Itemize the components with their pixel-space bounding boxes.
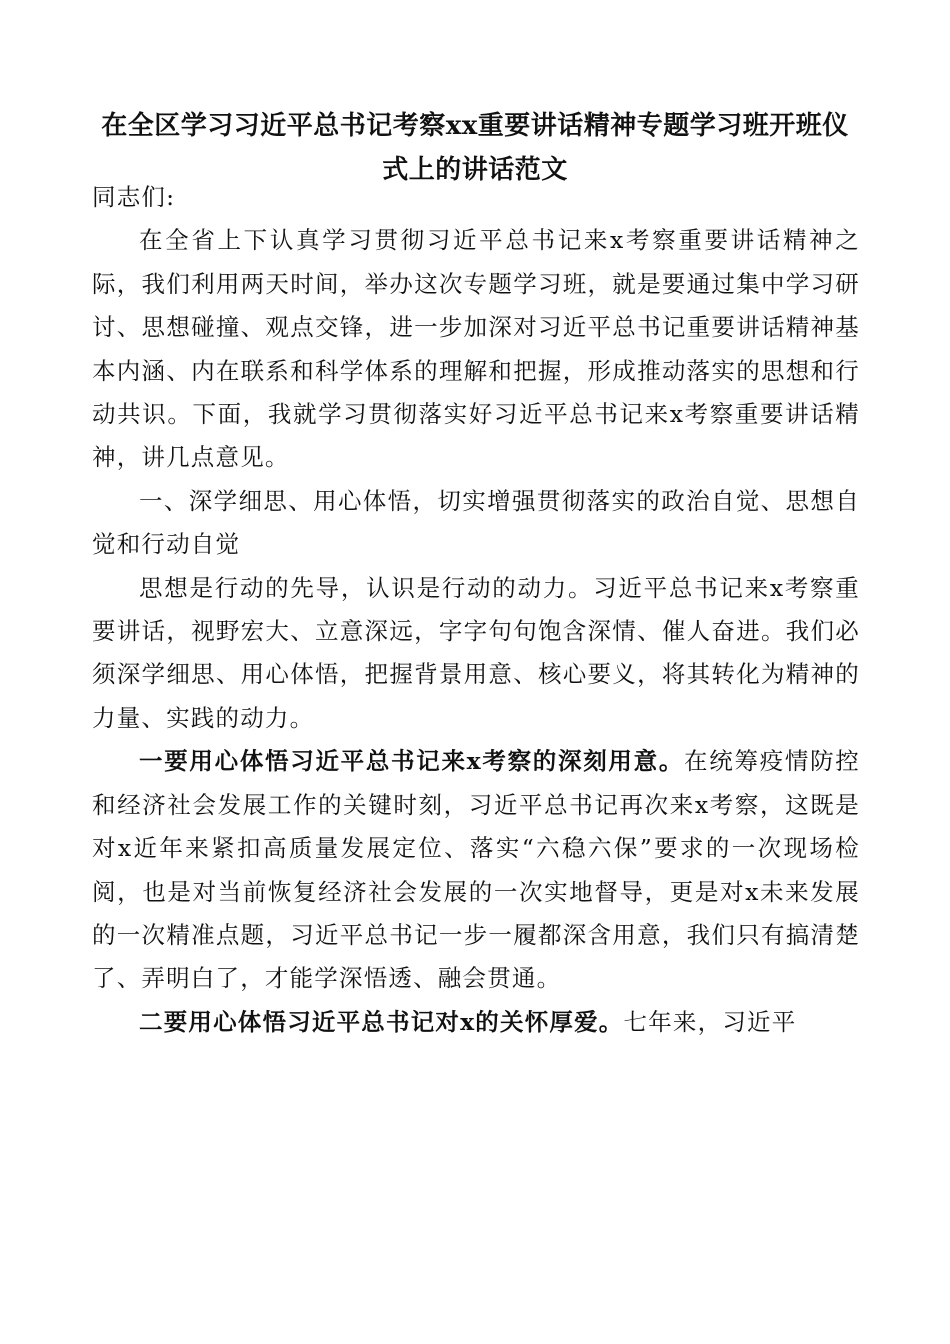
point-two-heading: 二要用心体悟习近平总书记对x的关怀厚爱。: [139, 1007, 624, 1036]
section-heading-one: 一、深学细思、用心体悟，切实增强贯彻落实的政治自觉、思想自觉和行动自觉: [92, 486, 860, 559]
paragraph-section-one: 思想是行动的先导，认识是行动的动力。习近平总书记来x考察重要讲话，视野宏大、立意深远，字字句句饱含深情、催人奋进。我们必须深学细思、用心体悟，把握背景用意、核心要义，将其转化为精神的力量、实践的动力。: [92, 573, 860, 732]
document-title: 在全区学习习近平总书记考察xx重要讲话精神专题学习班开班仪式上的讲话范文: [101, 111, 849, 185]
document-body: [92, 176, 860, 1044]
point-one-text: 在统筹疫情防控和经济社会发展工作的关键时刻，习近平总书记再次来x考察，这既是对x近年来紧扣高质量发展定位、落实“六稳六保”要求的一次现场检阅，也是对当前恢复经济社会发展的一次实地督导，更是对x未来发展的一次精准点题，习近平总书记一步一履都深含用意，我们只有搞清楚了、弄明白了，才能学深悟透、融会贯通。: [92, 747, 860, 993]
point-one-paragraph: [92, 740, 860, 1000]
paragraph-intro: 在全省上下认真学习贯彻习近平总书记来x考察重要讲话精神之际，我们利用两天时间，举办这次专题学习班，就是要通过集中学习研讨、思想碰撞、观点交锋，进一步加深对习近平总书记重要讲话精神基本内涵、内在联系和科学体系的理解和把握，形成推动落实的思想和行动共识。下面，我就学习贯彻落实好习近平总书记来x考察重要讲话精神，讲几点意见。: [92, 226, 860, 472]
point-two-paragraph: [92, 1001, 860, 1044]
salutation: 同志们:: [92, 183, 176, 211]
point-two-text: 七年来，习近平: [623, 1007, 797, 1036]
point-one-heading: 一要用心体悟习近平总书记来x考察的深刻用意。: [139, 747, 685, 776]
